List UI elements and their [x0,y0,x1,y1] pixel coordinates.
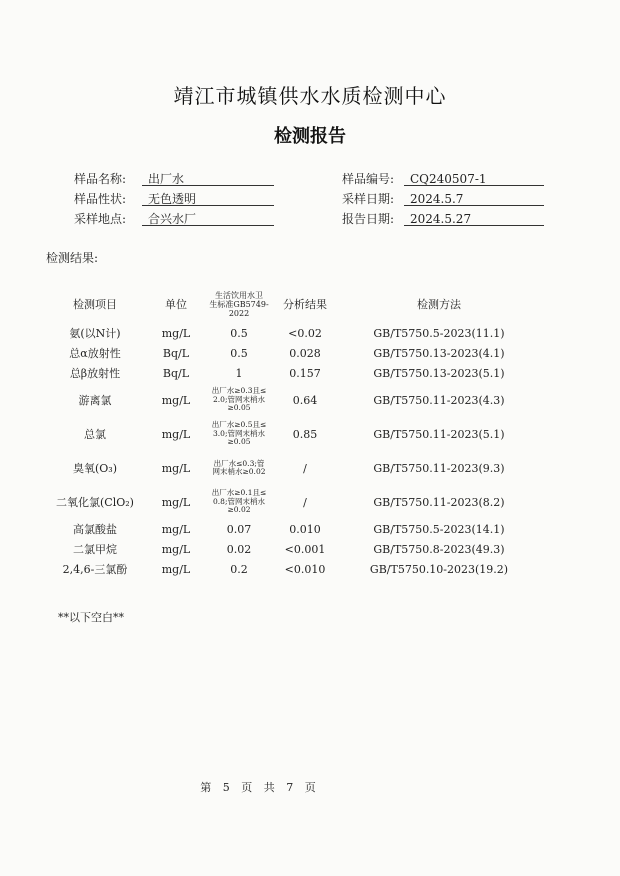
table-row [40,417,580,451]
unit-cell: mg/L [161,427,191,441]
standard-header-line-3: 2022 [228,308,250,318]
result-cell: 0.85 [292,427,318,441]
item-cell: 臭氧(O₃) [72,462,117,475]
unit-cell: mg/L [161,542,191,556]
sample-name-value: 出厂水 [142,171,274,186]
method-cell: GB/T5750.11-2023(5.1) [373,427,505,441]
sampling-location-value: 合兴水厂 [142,211,274,226]
standard-note-line: 出厂水≥0.1且≤ [211,488,267,498]
standard-cell: 0.02 [226,542,252,556]
standard-cell [202,485,276,519]
standard-cell [202,383,276,417]
table-row [40,451,580,485]
standard-note-line: ≥0.05 [227,437,251,447]
method-cell: GB/T5750.5-2023(11.1) [373,326,505,340]
sampling-date-label: 采样日期: [342,192,395,206]
method-cell: GB/T5750.5-2023(14.1) [373,522,505,536]
unit-cell: mg/L [161,495,191,509]
standard-note-line: ≥0.02 [227,505,251,515]
unit-cell: mg/L [161,393,191,407]
item-cell: 二氯甲烷 [73,543,117,556]
sample-name-field [74,171,274,187]
sample-property-field [74,191,274,207]
sampling-location-field [74,211,274,227]
sample-number-label: 样品编号: [342,172,395,186]
result-cell: 0.010 [289,522,321,536]
standard-cell: 0.5 [230,346,248,360]
table-row [40,519,580,539]
standard-note-line: 0.8;管网末梢水 [213,496,265,506]
method-cell: GB/T5750.13-2023(5.1) [373,366,505,380]
sampling-date-field [342,191,544,207]
standard-header-line-2: 生标准GB5749- [209,299,269,309]
result-cell: 0.64 [292,393,318,407]
item-cell: 总β放射性 [69,367,121,380]
column-header-method: 检测方法 [417,298,461,311]
result-cell: <0.010 [284,562,326,576]
report-date-label: 报告日期: [342,212,395,226]
method-cell: GB/T5750.10-2023(19.2) [369,562,509,576]
blank-below-note: **以下空白** [58,611,124,624]
report-title: 检测报告 [274,126,346,147]
item-cell: 总氯 [84,428,106,441]
item-cell: 高氯酸盐 [73,523,117,536]
standard-note-line: ≥0.05 [227,403,251,413]
page-number: 第 5 页 共 7 页 [200,781,320,794]
standard-cell [202,417,276,451]
sample-name-label: 样品名称: [74,172,127,186]
column-header-result: 分析结果 [283,298,327,311]
standard-cell: 1 [235,366,243,380]
method-cell: GB/T5750.11-2023(4.3) [373,393,505,407]
method-cell: GB/T5750.11-2023(9.3) [373,461,505,475]
method-cell: GB/T5750.8-2023(49.3) [373,542,505,556]
standard-cell [202,451,276,485]
result-cell: 0.028 [289,346,321,360]
result-cell: <0.001 [284,542,326,556]
unit-cell: Bq/L [162,366,190,380]
sample-number-field [342,171,544,187]
item-cell: 氨(以N计) [69,327,121,340]
sampling-location-label: 采样地点: [74,212,127,226]
sampling-date-value: 2024.5.7 [404,191,544,206]
standard-note-line: 3.0;管网末梢水 [213,428,265,438]
unit-cell: mg/L [161,522,191,536]
item-cell: 二氧化氯(ClO₂) [56,496,134,509]
standard-cell: 0.07 [226,522,252,536]
unit-cell: mg/L [161,461,191,475]
method-cell: GB/T5750.13-2023(4.1) [373,346,505,360]
standard-header-line-1: 生活饮用水卫 [215,290,263,300]
column-header-item: 检测项目 [73,298,117,311]
table-row [40,343,580,363]
table-row [40,363,580,383]
item-cell: 2,4,6-三氯酚 [62,563,128,576]
result-cell: 0.157 [289,366,321,380]
organization-title: 靖江市城镇供水水质检测中心 [173,84,447,108]
result-cell: <0.02 [288,326,322,340]
table-row [40,383,580,417]
item-cell: 游离氯 [78,394,112,407]
sample-number-value: CQ240507-1 [404,171,544,186]
column-header-standard [202,285,276,323]
results-section-label: 检测结果: [46,251,99,265]
unit-cell: mg/L [161,562,191,576]
item-cell: 总α放射性 [69,347,121,360]
table-row [40,323,580,343]
unit-cell: mg/L [161,326,191,340]
result-cell: / [303,461,307,475]
column-header-unit: 单位 [165,298,187,311]
report-date-value: 2024.5.27 [404,211,544,226]
report-date-field [342,211,544,227]
standard-note-line: 出厂水≤0.3;管 [213,458,265,468]
standard-note-line: 网末梢水≥0.02 [212,467,266,476]
standard-note-line: 出厂水≥0.3且≤ [211,386,267,396]
result-cell: / [303,495,307,509]
table-row [40,485,580,519]
table-row [40,539,580,559]
unit-cell: Bq/L [162,346,190,360]
sample-property-value: 无色透明 [142,191,274,206]
standard-cell: 0.5 [230,326,248,340]
table-row [40,559,580,579]
sample-property-label: 样品性状: [74,192,127,206]
method-cell: GB/T5750.11-2023(8.2) [373,495,505,509]
standard-note-line: 2.0;管网末梢水 [213,394,265,404]
standard-note-line: 出厂水≥0.5且≤ [211,420,267,430]
standard-cell: 0.2 [230,562,248,576]
